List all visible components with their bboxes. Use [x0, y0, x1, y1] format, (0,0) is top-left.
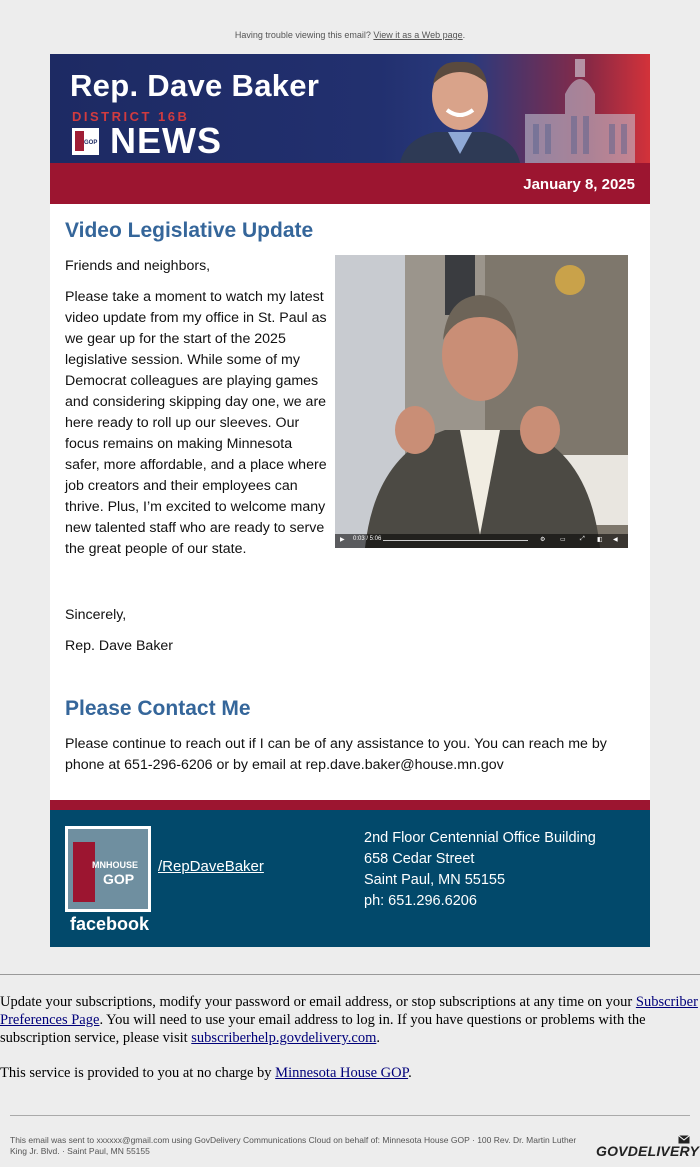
divider: [0, 974, 700, 975]
mnhouse-gop-logo[interactable]: MNHOUSE GOP: [65, 826, 151, 912]
video-time: 0:03 / 5:06: [353, 536, 382, 542]
banner-news: NEWS: [110, 120, 222, 161]
closing: Sincerely,: [65, 607, 127, 623]
divider: [10, 1115, 690, 1116]
play-icon[interactable]: ▶: [340, 537, 345, 543]
office-address: [364, 828, 596, 912]
settings-icon[interactable]: ⚙: [540, 537, 546, 543]
section-heading-video: Video Legislative Update: [65, 219, 314, 242]
address-line: 658 Cedar Street: [364, 851, 475, 867]
signature: Rep. Dave Baker: [65, 638, 174, 654]
section-heading-contact: Please Contact Me: [65, 697, 251, 720]
newsletter-banner: [50, 54, 650, 163]
subscription-notice: Update your subscriptions, modify your password or email address, or stop subscriptions at any time on your Subscriber Preferences Page. You will need to use your email address to log in. If you have questions or problems with the subscription service, please visit subscriberhelp.govdelivery.com.: [0, 994, 698, 1046]
banner-name: Rep. Dave Baker: [70, 68, 320, 103]
web-version-link[interactable]: View it as a Web page: [373, 30, 463, 40]
subscriber-help-link[interactable]: subscriberhelp.govdelivery.com: [191, 1030, 377, 1046]
footer-divider: [50, 800, 650, 810]
address-line: Saint Paul, MN 55155: [364, 872, 506, 888]
representative-photo: [385, 54, 535, 163]
gop-logo: GOP: [72, 128, 99, 155]
preheader: Having trouble viewing this email? View it as a Web page.: [234, 30, 466, 40]
facebook-link[interactable]: /RepDaveBaker: [158, 858, 264, 875]
video-controls[interactable]: [335, 534, 628, 548]
service-notice: This service is provided to you at no charge by Minnesota House GOP.: [0, 1065, 412, 1081]
pip-icon[interactable]: ◧: [597, 537, 603, 543]
address-line: 2nd Floor Centennial Office Building: [364, 830, 596, 846]
volume-icon[interactable]: ◀: [613, 537, 618, 543]
minnesota-map-icon: [73, 842, 95, 902]
subscriber-preferences-link[interactable]: Subscriber Preferences Page: [0, 994, 698, 1028]
content-section: [50, 204, 650, 800]
video-player[interactable]: [335, 255, 628, 548]
date-band: [50, 163, 650, 204]
video-thumbnail: [335, 255, 628, 548]
govdelivery-logo[interactable]: GOVDELIVERY: [596, 1143, 700, 1159]
envelope-icon: [678, 1135, 690, 1144]
issue-date: January 8, 2025: [523, 176, 635, 193]
banner-district: DISTRICT 16B: [72, 109, 190, 124]
greeting: Friends and neighbors,: [65, 258, 211, 274]
contact-footer: [50, 810, 650, 947]
fullscreen-icon[interactable]: ⤢: [580, 536, 585, 542]
fine-print: This email was sent to xxxxxx@gmail.com using GovDelivery Communications Cloud on behalf of: Minnesota House GOP · 100 Rev. Dr. Martin Luther King Jr. Blvd. · Saint Paul, MN 55155: [10, 1135, 577, 1156]
update-body: Please take a moment to watch my latest video update from my office in St. Paul as we gear up for the start of the 2025 legislative session. While some of my Democrat colleagues are playing games and considering skipping day one, we are here ready to roll up our sleeves. Our focus remains on making Minnesota safer, more affordable, and a place where job creators and their employees can thrive. Plus, I’m excited to welcome many new talented staff who are ready to serve the great people of our state.: [65, 289, 327, 557]
minnesota-shape-icon: [75, 131, 84, 151]
facebook-icon[interactable]: facebook: [70, 914, 150, 934]
phone-line: ph: 651.296.6206: [364, 893, 477, 909]
minnesota-house-gop-link[interactable]: Minnesota House GOP: [275, 1065, 409, 1081]
video-progress[interactable]: [383, 540, 528, 541]
preheader-text: Having trouble viewing this email?: [234, 30, 371, 40]
captions-icon[interactable]: ▭: [560, 537, 566, 543]
contact-body: Please continue to reach out if I can be of any assistance to you. You can reach me by phone at 651-296-6206 or by email at rep.dave.baker@house.mn.gov: [65, 736, 607, 773]
